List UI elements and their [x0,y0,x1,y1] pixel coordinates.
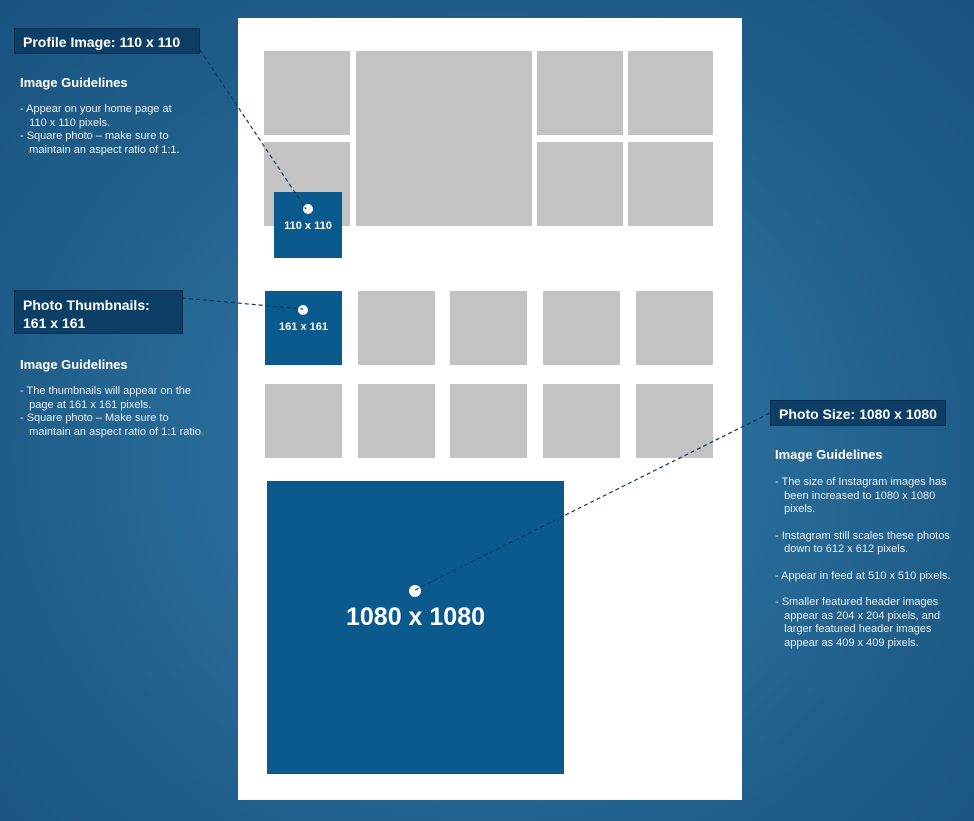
profile-image-box [274,192,342,258]
profile-guidelines-list [20,103,230,157]
instagram-page-mockup [238,18,742,800]
profile-callout-text: Profile Image: 110 x 110 [23,34,181,50]
guideline-item: - Appear in feed at 510 x 510 pixels. [775,569,951,582]
full-photo-box [267,481,564,774]
photo-guidelines-list [775,476,970,663]
header-tile-2 [537,51,623,135]
thumbnail-tile [636,384,713,458]
guideline-item: - Smaller featured header images appear as 204 x 204 pixels, and larger featured header images appear as 409 x 409 pixels. [775,596,941,649]
thumbnail-box-label: 161 x 161 [279,321,328,333]
header-tile-3 [628,51,713,135]
thumbnail-tile [543,384,620,458]
guideline-item: - Appear on your home page at 110 x 110 pixels. [20,103,172,129]
thumbnail-tile [358,384,435,458]
header-tile-6 [628,142,713,226]
photo-guidelines-title: Image Guidelines [775,447,883,462]
thumbnail-highlight-box [265,291,342,365]
guideline-item: - Square photo – Make sure to maintain an aspect ratio of 1:1 ratio. [20,412,205,438]
thumbnails-callout-line1: Photo Thumbnails: [23,297,150,313]
photo-callout-text: Photo Size: 1080 x 1080 [779,406,937,422]
profile-guidelines-title: Image Guidelines [20,75,128,90]
guideline-item: - The thumbnails will appear on the page at 161 x 161 pixels. [20,385,192,411]
thumbnails-guidelines-title: Image Guidelines [20,357,128,372]
thumbnails-callout [14,290,183,334]
photo-box-label: 1080 x 1080 [345,603,486,631]
guideline-item: - Square photo – make sure to maintain an aspect ratio of 1:1. [20,130,180,156]
profile-box-label: 110 x 110 [284,220,332,232]
thumbnail-tile [358,291,435,365]
thumbnail-marker-dot [298,305,308,315]
thumbnail-tile [543,291,620,365]
thumbnail-tile [450,291,527,365]
thumbnail-tile [265,384,342,458]
guideline-item: - Instagram still scales these photos down to 612 x 612 pixels. [775,529,950,555]
thumbnail-tile [450,384,527,458]
photo-marker-dot [409,585,421,597]
photo-callout [770,400,946,426]
thumbnails-callout-line2: 161 x 161 [23,315,86,331]
thumbnails-guidelines-list [20,385,235,439]
guideline-item: - The size of Instagram images has been increased to 1080 x 1080 pixels. [775,476,947,515]
header-tile-large [356,51,532,226]
thumbnail-tile [636,291,713,365]
profile-callout [14,28,200,54]
profile-marker-dot [303,204,313,214]
header-tile-5 [537,142,623,226]
header-tile-1 [264,51,350,135]
